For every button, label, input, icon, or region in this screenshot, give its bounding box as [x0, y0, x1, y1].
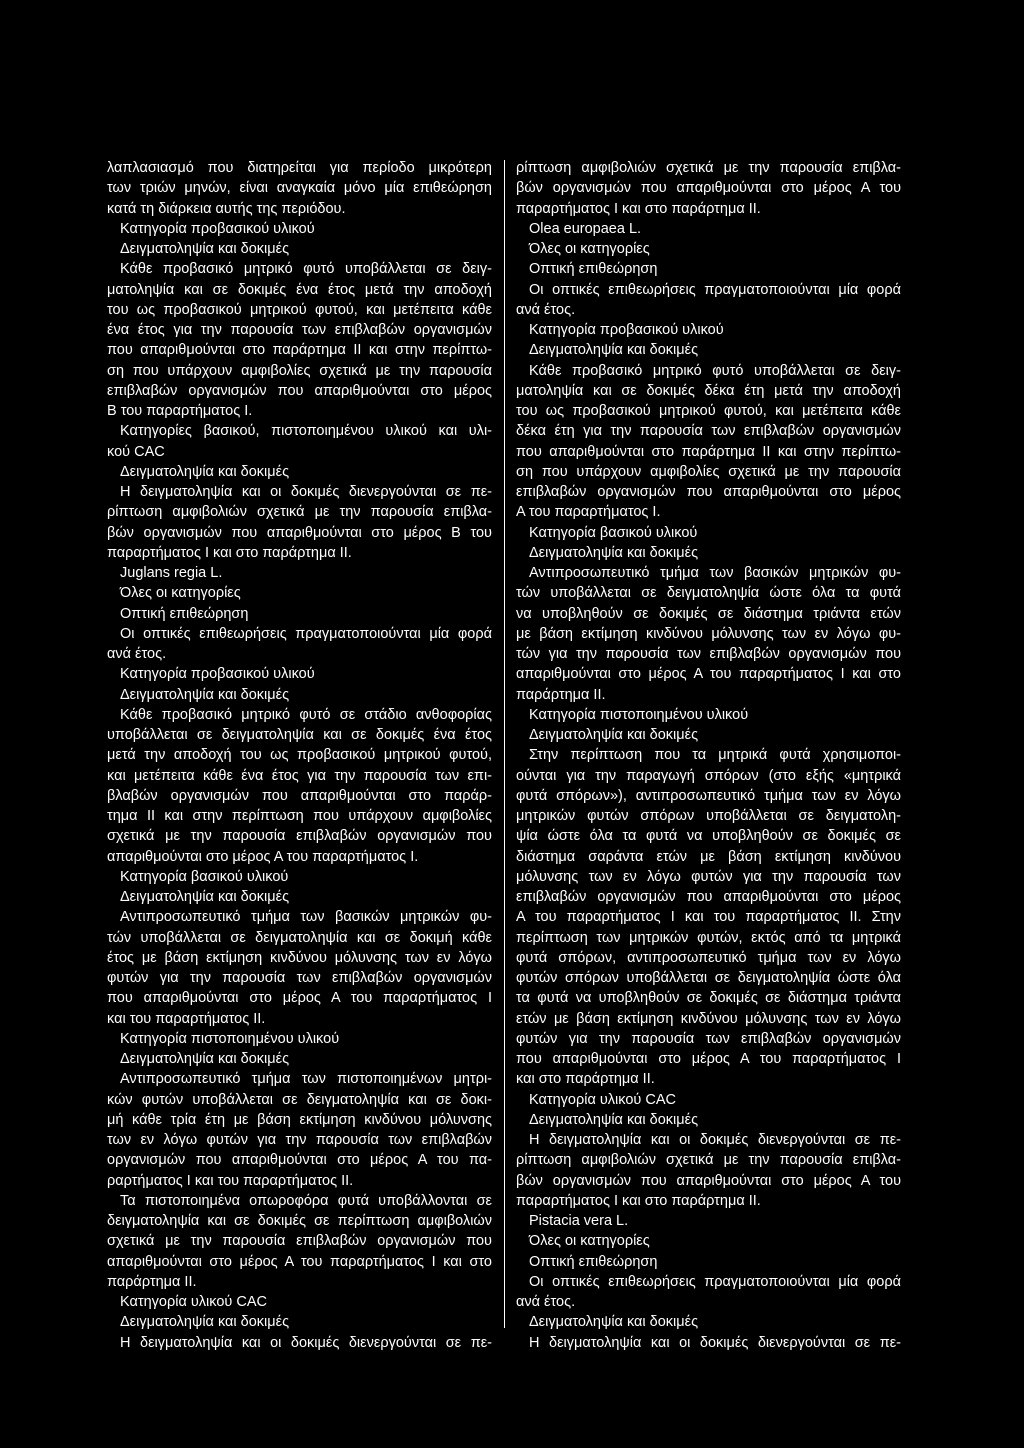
text-line: Β του παραρτήματος Ι. — [107, 403, 253, 419]
text-line: Οπτική επιθεώρηση — [529, 261, 658, 278]
text-line: και στο παράρτημα ΙΙ. — [516, 1071, 655, 1088]
text-line: Στην περίπτωση που τα μητρικά φυτά χρησιμοποι- — [529, 747, 901, 764]
text-line: ρίπτωση αμφιβολιών σχετικά με την παρουσία επιβλα- — [516, 160, 901, 176]
text-line: ανά έτος. — [107, 646, 167, 662]
column-divider — [504, 160, 505, 1328]
text-line: Κατηγορία προβασικού υλικού — [120, 666, 315, 683]
text-line: Δειγματοληψία και δοκιμές — [529, 1314, 699, 1331]
text-line: Δειγματοληψία και δοκιμές — [529, 342, 699, 359]
text-line: κατά τη διάρκεια αυτής της περιόδου. — [107, 200, 346, 217]
text-line: Δειγματοληψία και δοκιμές — [120, 1051, 290, 1067]
text-line: να υποβληθούν σε δοκιμές σε διάστημα τριάντα ετών — [516, 605, 901, 622]
text-line: δειγματοληψία και σε δοκιμές σε περίπτωση αμφιβολιών — [107, 1213, 492, 1229]
text-line: που απαριθμούνται στο μέρος Α του παραρτήματος Ι — [107, 990, 492, 1007]
text-line: ση που υπάρχουν αμφιβολίες σχετικά με την παρουσία — [516, 463, 901, 480]
text-line: μόλυνσης των εν λόγω φυτών για την παρουσία των — [516, 868, 901, 885]
text-line: ρίπτωση αμφιβολιών σχετικά με την παρουσία επιβλα- — [107, 504, 492, 521]
text-line: Οπτική επιθεώρηση — [120, 605, 249, 622]
text-line: Κατηγορία προβασικού υλικού — [529, 322, 724, 338]
text-line: Olea europaea L. — [529, 220, 642, 237]
text-line: ούνται για την παραγωγή σπόρων (στο εξής «μητρικά — [516, 767, 901, 784]
text-line: Αντιπροσωπευτικό τμήμα των πιστοποιημένων μητρι- — [120, 1071, 492, 1088]
text-line: παράρτημα ΙΙ. — [107, 1273, 197, 1290]
left-column — [107, 158, 492, 1353]
text-line: έτος με βάση εκτίμηση κινδύνου μόλυνσης των εν λόγω — [107, 949, 492, 966]
text-line: Οι οπτικές επιθεωρήσεις πραγματοποιούνται μία φορά — [120, 625, 492, 642]
text-line: φυτών για την παρουσία των επιβλαβών οργανισμών — [516, 1030, 901, 1047]
text-line: ματοληψία και σε δοκιμές ένα έτος μετά την αποδοχή — [107, 281, 492, 298]
text-line: Η δειγματοληψία και οι δοκιμές διενεργούνται σε πε- — [120, 1334, 492, 1351]
text-line: βών οργανισμών που απαριθμούνται στο μέρος Β του — [107, 524, 492, 541]
text-line: ανά έτος. — [516, 1294, 576, 1310]
text-line: Αντιπροσωπευτικό τμήμα των βασικών μητρικών φυ- — [120, 909, 492, 926]
text-line: Κατηγορία υλικού CAC — [529, 1091, 676, 1108]
text-line: ένα έτος για την παρουσία των επιβλαβών οργανισμών — [107, 322, 492, 338]
text-line: Οι οπτικές επιθεωρήσεις πραγματοποιούνται μία φορά — [529, 281, 901, 298]
text-line: επιβλαβών οργανισμών που απαριθμούνται στο μέρος — [107, 382, 492, 399]
text-line: Η δειγματοληψία και οι δοκιμές διενεργούνται σε πε- — [120, 484, 492, 500]
text-line: ματοληψία και σε δοκιμές δέκα έτη μετά την αποδοχή — [516, 382, 901, 399]
text-line: δέκα έτη για την παρουσία των επιβλαβών οργανισμών — [516, 423, 901, 440]
text-line: μετά την αποδοχή του ως προβασικού μητρικού φυτού, — [107, 747, 492, 764]
text-line: Κατηγορία πιστοποιημένου υλικού — [120, 1030, 340, 1047]
text-line: κού CAC — [107, 443, 165, 460]
text-line: επιβλαβών οργανισμών που απαριθμούνται στο μέρος — [516, 484, 901, 500]
text-line: Κάθε προβασικό μητρικό φυτό υποβάλλεται σε δειγ- — [529, 362, 901, 379]
text-line: του ως προβασικού μητρικού φυτού, και μετέπειτα κάθε — [107, 301, 492, 318]
text-line: Κάθε προβασικό μητρικό φυτό υποβάλλεται σε δειγ- — [120, 261, 492, 278]
text-line: Κατηγορία βασικού υλικού — [120, 868, 289, 885]
text-line: βλαβών οργανισμών που απαριθμούνται στο παράρ- — [107, 787, 492, 804]
text-line: μή κάθε τρία έτη με βάση εκτίμηση κινδύνου μόλυνσης — [107, 1111, 492, 1128]
text-line: απαριθμούνται στο μέρος Α του παραρτήματος Ι και στο — [107, 1253, 492, 1270]
text-line: ση που υπάρχουν αμφιβολίες σχετικά με την παρουσία — [107, 362, 492, 379]
text-line: που απαριθμούνται στο παράρτημα ΙΙ και στην περίπτω- — [516, 443, 901, 460]
text-line: Όλες οι κατηγορίες — [529, 241, 650, 257]
text-line: των εν λόγω φυτών για την παρουσία των επιβλαβών — [107, 1132, 492, 1148]
text-line: επιβλαβών οργανισμών που απαριθμούνται στο μέρος — [516, 889, 901, 905]
text-line: φυτών σπόρων υποβάλλεται σε δειγματοληψία ώστε όλα — [516, 970, 901, 986]
text-line: οργανισμών που απαριθμούνται στο μέρος Α του πα- — [107, 1152, 492, 1169]
text-line: Δειγματοληψία και δοκιμές — [529, 1111, 699, 1128]
text-line: Δειγματοληψία και δοκιμές — [120, 1314, 290, 1331]
text-line: Κατηγορία βασικού υλικού — [529, 524, 698, 541]
text-line: Όλες οι κατηγορίες — [120, 585, 241, 602]
text-line: Α του παραρτήματος Ι. — [516, 504, 661, 521]
text-line: τών υποβάλλεται σε δειγματοληψία ώστε όλα τα φυτά — [516, 585, 901, 602]
text-line: Όλες οι κατηγορίες — [529, 1233, 650, 1250]
text-line: ανά έτος. — [516, 301, 576, 318]
text-line: τα φυτά να υποβληθούν σε δοκιμές σε διάστημα τριάντα — [516, 990, 901, 1007]
text-line: κών φυτών υποβάλλεται σε δειγματοληψία και σε δοκι- — [107, 1091, 492, 1108]
text-line: Α του παραρτήματος Ι και του παραρτήματος ΙΙ. Στην — [516, 909, 901, 926]
text-line: των τριών μηνών, είναι αναγκαία μόνο μία επιθεώρηση — [107, 180, 492, 197]
text-line: Δειγματοληψία και δοκιμές — [120, 686, 290, 703]
text-line: Αντιπροσωπευτικό τμήμα των βασικών μητρικών φυ- — [529, 565, 901, 581]
text-line: Juglans regia L. — [120, 565, 223, 581]
text-line: Κατηγορία προβασικού υλικού — [120, 220, 315, 237]
text-line: σχετικά με την παρουσία επιβλαβών οργανισμών που — [107, 828, 492, 845]
text-line: παράρτημα ΙΙ. — [516, 686, 606, 703]
text-line: τών για την παρουσία των επιβλαβών οργανισμών που — [516, 646, 901, 662]
text-line: ραρτήματος Ι και του παραρτήματος ΙΙ. — [107, 1172, 354, 1189]
text-line: που απαριθμούνται στο παράρτημα ΙΙ και στην περίπτω- — [107, 342, 492, 359]
text-line: με βάση εκτίμηση κινδύνου μόλυνσης των εν λόγω φυ- — [516, 625, 901, 642]
text-line: Δειγματοληψία και δοκιμές — [529, 544, 699, 561]
text-line: λαπλασιασμό που διατηρείται για περίοδο μικρότερη — [107, 160, 492, 176]
text-line: Η δειγματοληψία και οι δοκιμές διενεργούνται σε πε- — [529, 1132, 901, 1148]
text-line: φυτά σπόρων»), αντιπροσωπευτικό τμήμα των εν λόγω — [516, 787, 901, 804]
text-line: τών υποβάλλεται σε δειγματοληψία και σε δοκιμή κάθε — [107, 929, 492, 946]
text-line: Κατηγορίες βασικού, πιστοποιημένου υλικού και υλι- — [120, 423, 492, 440]
text-line: Κάθε προβασικό μητρικό φυτό σε στάδιο ανθοφορίας — [120, 706, 492, 723]
text-line: φυτά σπόρων, αντιπροσωπευτικό τμήμα των εν λόγω — [516, 949, 901, 966]
text-line: διάστημα σαράντα ετών με βάση εκτίμηση κινδύνου — [516, 848, 901, 865]
text-line: Οπτική επιθεώρηση — [529, 1253, 658, 1270]
text-line: ψία ώστε όλα τα φυτά να υποβληθούν σε δοκιμές σε — [516, 828, 901, 845]
text-line: Δειγματοληψία και δοκιμές — [529, 727, 699, 743]
text-line: Δειγματοληψία και δοκιμές — [120, 241, 290, 257]
text-line: βών οργανισμών που απαριθμούνται στο μέρος Α του — [516, 1172, 901, 1189]
text-line: μητρικών φυτών σπόρων υποβάλλεται σε δειγματολη- — [516, 808, 901, 824]
text-line: βών οργανισμών που απαριθμούνται στο μέρος Α του — [516, 180, 901, 197]
text-line: του ως προβασικού μητρικού φυτού, και μετέπειτα κάθε — [516, 403, 901, 419]
text-line: περίπτωση των μητρικών φυτών, εκτός από τα μητρικά — [516, 929, 901, 946]
text-line: τημα ΙΙ και στην περίπτωση που υπάρχουν αμφιβολίες — [107, 808, 492, 824]
text-line: ετών με βάση εκτίμηση κινδύνου μόλυνσης των εν λόγω — [516, 1010, 901, 1027]
text-line: απαριθμούνται στο μέρος Α του παραρτήματος Ι και στο — [516, 666, 901, 683]
text-line: παραρτήματος Ι και στο παράρτημα ΙΙ. — [516, 200, 761, 217]
text-line: σχετικά με την παρουσία επιβλαβών οργανισμών που — [107, 1233, 492, 1250]
text-line: που απαριθμούνται στο μέρος Α του παραρτήματος Ι — [516, 1051, 901, 1067]
text-line: Οι οπτικές επιθεωρήσεις πραγματοποιούνται μία φορά — [529, 1273, 901, 1290]
text-line: Κατηγορία πιστοποιημένου υλικού — [529, 706, 749, 723]
text-line: ρίπτωση αμφιβολιών σχετικά με την παρουσία επιβλα- — [516, 1152, 901, 1169]
text-line: απαριθμούνται στο μέρος Α του παραρτήματος Ι. — [107, 848, 419, 865]
text-line: φυτών για την παρουσία των επιβλαβών οργανισμών — [107, 970, 492, 986]
text-line: Τα πιστοποιημένα οπωροφόρα φυτά υποβάλλονται σε — [120, 1192, 492, 1209]
text-line: υποβάλλεται σε δειγματοληψία και σε δοκιμές ένα έτος — [107, 727, 492, 743]
text-line: παραρτήματος Ι και στο παράρτημα ΙΙ. — [516, 1192, 761, 1209]
text-line: παραρτήματος Ι και στο παράρτημα ΙΙ. — [107, 544, 352, 561]
text-line: Δειγματοληψία και δοκιμές — [120, 889, 290, 905]
text-line: Κατηγορία υλικού CAC — [120, 1294, 267, 1310]
right-column — [516, 158, 901, 1353]
text-line: Pistacia vera L. — [529, 1213, 629, 1229]
text-line: και μετέπειτα κάθε ένα έτος για την παρουσία των επι- — [107, 767, 492, 784]
text-line: Δειγματοληψία και δοκιμές — [120, 463, 290, 480]
text-line: και του παραρτήματος ΙΙ. — [107, 1010, 266, 1027]
text-line: Η δειγματοληψία και οι δοκιμές διενεργούνται σε πε- — [529, 1334, 901, 1351]
